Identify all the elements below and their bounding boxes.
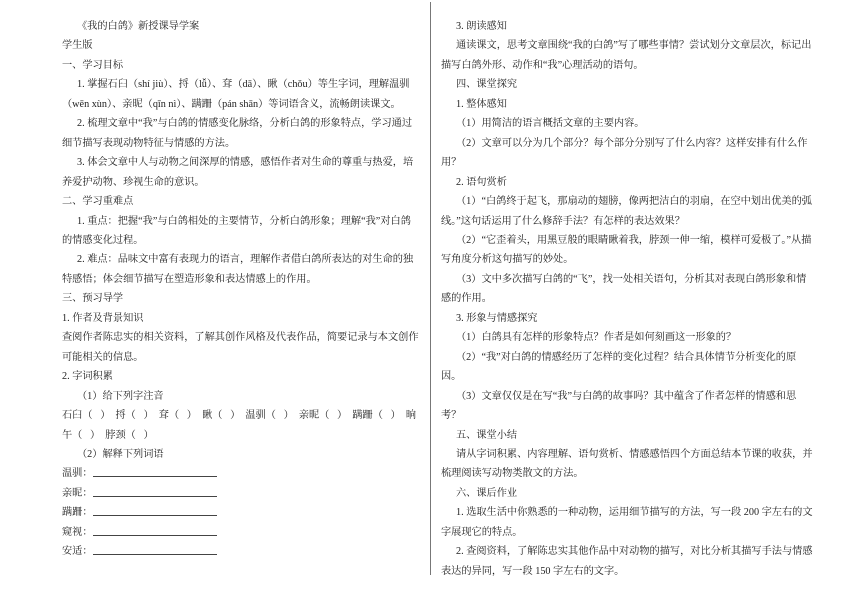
answer-blank-line (93, 466, 217, 477)
document-title: 《我的白鸽》新授课导学案 (77, 21, 200, 32)
vocab-definition-row (62, 503, 419, 522)
summary-text: 请从字词积累、内容理解、语句赏析、情感感悟四个方面总结本节课的收获，并梳理阅读写动物类散文的方法。 (441, 448, 813, 480)
vocab-definition-row (62, 542, 419, 561)
section-heading-preview: 三、预习导学 (62, 293, 124, 305)
objective-item: 3. 体会文章中人与动物之间深厚的情感，感悟作者对生命的尊重与热爱，培养爱护动物、珍视生命的意识。 (62, 157, 414, 188)
question-item: （1）用简洁的语言概括文章的主要内容。 (456, 118, 645, 130)
right-column (441, 17, 813, 581)
author-background-text: 查阅作者陈忠实的相关资料，了解其创作风格及代表作品，简要记录与本文创作可能相关的信息。 (62, 332, 419, 363)
section-heading-objectives: 一、学习目标 (62, 59, 124, 71)
definition-prompt: （2）解释下列词语 (77, 448, 164, 460)
vocab-term: 蹒跚： (62, 507, 93, 519)
question-item: （1）白鸽具有怎样的形象特点？作者是如何刻画这一形象的？ (456, 332, 737, 344)
subheading-sentence-analysis: 2. 语句赏析 (456, 176, 507, 188)
objective-item: 2. 梳理文章中“我”与白鸽的情感变化脉络，分析白鸽的形象特点，学习通过细节描写表现动物特征与情感的方法。 (62, 118, 413, 149)
question-item: （2）“我”对白鸽的情感经历了怎样的变化过程？结合具体情节分析变化的原因。 (441, 351, 797, 383)
question-item: （3）文中多次描写白鸽的“飞”，找一处相关语句，分析其对表现白鸽形象和情感的作用。 (441, 273, 807, 305)
answer-blank-line (93, 505, 217, 516)
subheading-image-emotion: 3. 形象与情感探究 (456, 312, 538, 324)
vocab-term: 安适： (62, 546, 93, 558)
subheading-author-background: 1. 作者及背景知识 (62, 312, 144, 324)
question-item: （2）“它歪着头，用黑豆般的眼睛瞅着我，脖颈一伸一缩，模样可爱极了。”从描写角度分析这句描写的妙处。 (441, 234, 812, 266)
vocab-term: 窥视： (62, 526, 93, 538)
section-heading-summary: 五、课堂小结 (456, 429, 518, 441)
left-column (62, 17, 419, 562)
edition-label: 学生版 (62, 40, 93, 52)
objective-item: 1. 掌握石臼（shí jiù）、捋（lǚ）、耷（dā）、瞅（chǒu）等生字词，理解温驯（wēn xùn）、亲昵（qīn nì）、蹒跚（pán shān）等词语含义，流畅朗读课文。 (62, 79, 410, 110)
answer-blank-line (93, 525, 217, 536)
vocab-definition-row (62, 484, 419, 503)
section-heading-inquiry: 四、课堂探究 (456, 79, 518, 91)
question-item: （2）文章可以分为几个部分？每个部分分别写了什么内容？这样安排有什么作用？ (441, 137, 808, 169)
vocab-definition-row (62, 523, 419, 542)
section-heading-key-points: 二、学习重难点 (62, 196, 134, 208)
subheading-vocabulary: 2. 字词积累 (62, 371, 113, 383)
column-divider (430, 2, 431, 575)
subheading-reading: 3. 朗读感知 (456, 21, 507, 32)
key-point-item: 2. 难点：品味文中富有表现力的语言，理解作者借白鸽所表达的对生命的独特感悟；体会细节描写在塑造形象和表达情感上的作用。 (62, 254, 414, 285)
answer-blank-line (93, 544, 217, 555)
vocab-definition-row (62, 464, 419, 483)
pinyin-prompt: （1）给下列字注音 (77, 390, 164, 402)
homework-item: 1. 选取生活中你熟悉的一种动物，运用细节描写的方法，写一段 200 字左右的文字展现它的特点。 (441, 507, 813, 538)
question-item: （1）“白鸽终于起飞，那扇动的翅膀，像两把洁白的羽扇，在空中划出优美的弧线。”这句话运用了什么修辞手法？有怎样的表达效果？ (441, 196, 812, 227)
homework-item: 2. 查阅资料，了解陈忠实其他作品中对动物的描写，对比分析其描写手法与情感表达的异同，写一段 150 字左右的文字。 (441, 546, 813, 577)
pinyin-exercise-line: 石臼（ ） 捋（ ） 耷（ ） 瞅（ ） 温驯（ ） 亲昵（ ） 蹒跚（ ） 晌午（ ） 脖颈（ ） (62, 410, 417, 441)
key-point-item: 1. 重点：把握“我”与白鸽相处的主要情节，分析白鸽形象；理解“我”对白鸽的情感变化过程。 (62, 215, 411, 246)
subheading-overall: 1. 整体感知 (456, 98, 507, 110)
section-heading-homework: 六、课后作业 (456, 487, 518, 499)
question-item: （3）文章仅仅是在写“我”与白鸽的故事吗？其中蕴含了作者怎样的情感和思考？ (441, 390, 797, 422)
vocab-term: 亲昵： (62, 487, 93, 499)
reading-text: 通读课文，思考文章围绕“我的白鸽”写了哪些事情？尝试划分文章层次，标记出描写白鸽外形、动作和“我”心理活动的语句。 (441, 40, 812, 71)
answer-blank-line (93, 486, 217, 497)
vocab-term: 温驯： (62, 468, 93, 480)
